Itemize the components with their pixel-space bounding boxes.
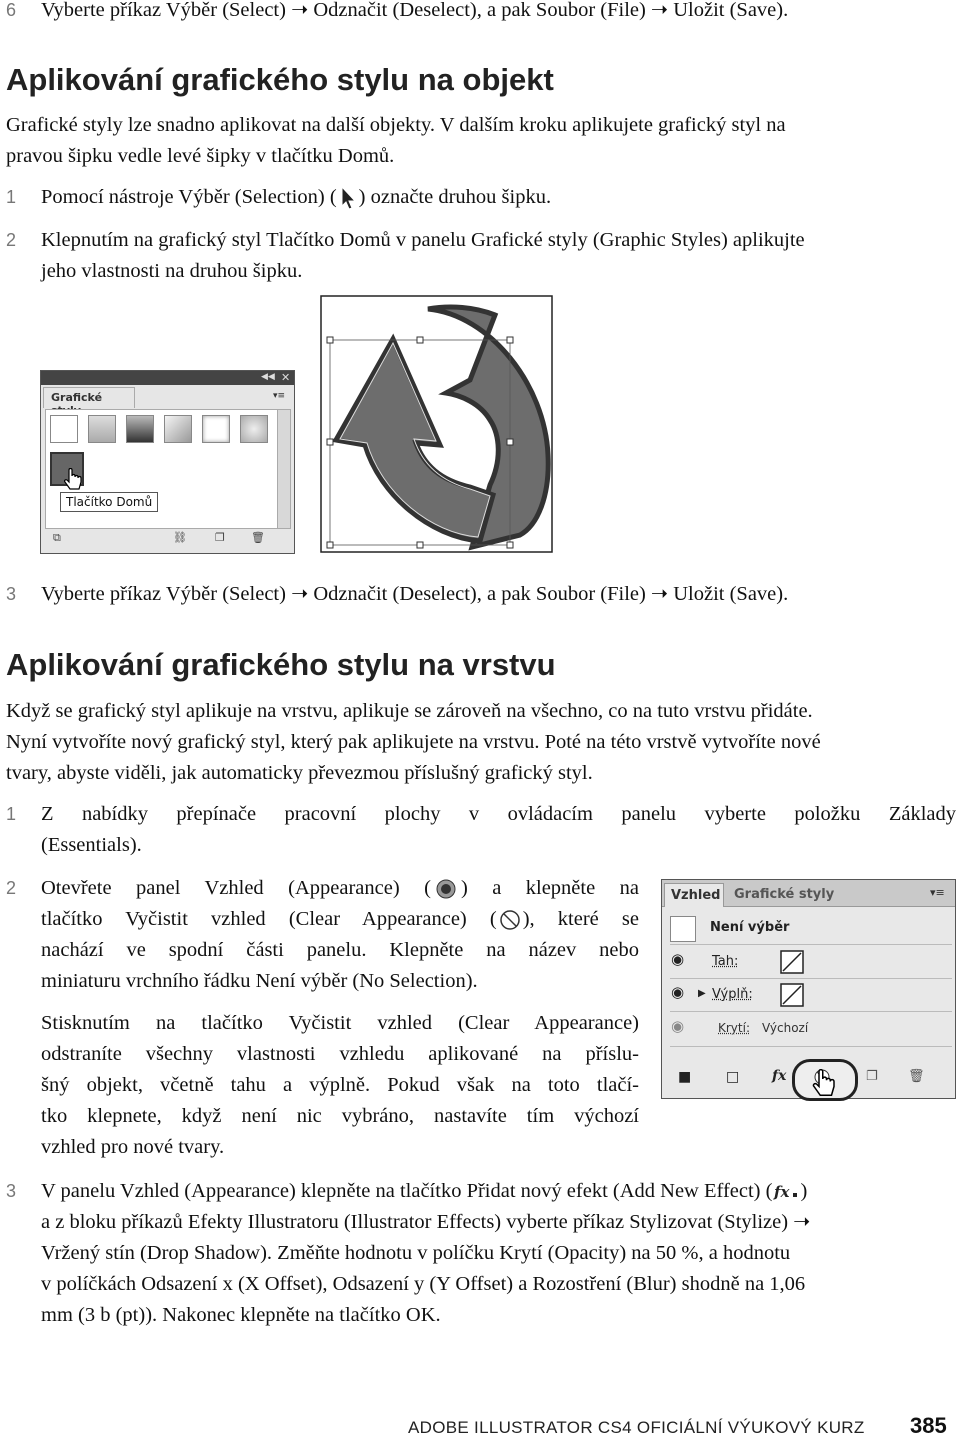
- panel-menu-icon[interactable]: ▾≡: [273, 391, 286, 401]
- bbox-handle[interactable]: [327, 337, 333, 343]
- tab-label: Vzhled: [671, 888, 721, 903]
- step-text: v políčkách Odsazení x (X Offset), Odsazení y (Y Offset) a Rozostření (Blur) shodně na 1,06: [41, 1273, 806, 1295]
- tab-appearance[interactable]: [664, 883, 724, 907]
- step-text: Vyberte příkaz Výběr (Select) ➝ Odznačit (Deselect), a pak Soubor (File) ➝ Uložit (Save).: [41, 0, 789, 21]
- opacity-value: Výchozí: [762, 1021, 809, 1035]
- eye-icon[interactable]: ◉: [671, 1017, 685, 1035]
- delete-icon[interactable]: 🗑: [251, 531, 265, 544]
- add-new-effect-button[interactable]: fx: [772, 1068, 787, 1084]
- intro-line: pravou šipku vedle levé šipky v tlačítku Domů.: [6, 145, 395, 167]
- none-swatch-icon[interactable]: [780, 983, 804, 1007]
- hand-cursor-icon: [62, 468, 84, 492]
- step-text: Klepnutím na grafický styl Tlačítko Domů v panelu Grafické styly (Graphic Styles) aplikujte: [41, 229, 805, 251]
- step-number: 3: [6, 1181, 17, 1201]
- bbox-handle[interactable]: [417, 337, 423, 343]
- svg-text:fx: fx: [774, 1183, 790, 1202]
- step-text-part: Otevřete panel Vzhled (Appearance) (: [41, 877, 431, 899]
- home-button-arrows-illustration: [320, 295, 553, 553]
- add-stroke-icon[interactable]: ■: [678, 1069, 692, 1085]
- add-fill-icon[interactable]: □: [726, 1069, 740, 1085]
- style-swatch[interactable]: [202, 415, 230, 443]
- selection-arrow-icon: [337, 185, 359, 211]
- step-text-part: ) označte druhou šipku.: [358, 186, 552, 208]
- delete-icon[interactable]: 🗑: [908, 1069, 925, 1084]
- step-text-part: V panelu Vzhled (Appearance) klepněte na tlačítko Přidat nový efekt (Add New Effect) (: [41, 1180, 773, 1202]
- disclosure-triangle-icon[interactable]: ▶: [698, 988, 706, 999]
- step-text: miniaturu vrchního řádku Není výběr (No Selection).: [41, 970, 478, 992]
- step-text: (Essentials).: [41, 834, 142, 856]
- step-text: a z bloku příkazů Efekty Illustratoru (Illustrator Effects) vyberte příkaz Stylizovat (Stylize) ➝: [41, 1211, 811, 1233]
- appearance-row-title[interactable]: [670, 914, 952, 945]
- row-title-label: Není výběr: [710, 920, 790, 935]
- para-line: Když se grafický styl aplikuje na vrstvu, aplikuje se zároveň na všechno, co na tuto vrstvu přidáte.: [6, 700, 813, 722]
- tab-graphic-styles[interactable]: Grafické styly: [734, 887, 835, 902]
- panel-tab[interactable]: [43, 387, 135, 408]
- tooltip: [60, 492, 158, 512]
- step-text: Vržený stín (Drop Shadow). Změňte hodnotu v políčku Krytí (Opacity) na 50 %, a hodnotu: [41, 1242, 791, 1264]
- libraries-menu-icon[interactable]: ⧉: [53, 531, 61, 544]
- none-swatch-icon[interactable]: [780, 950, 804, 974]
- bbox-handle[interactable]: [507, 439, 513, 445]
- appearance-panel: [661, 879, 956, 1099]
- bbox-handle[interactable]: [507, 542, 513, 548]
- tooltip-text: Tlačítko Domů: [66, 495, 153, 509]
- book-title: ADOBE ILLUSTRATOR CS4 OFICIÁLNÍ VÝUKOVÝ KURZ: [408, 1418, 865, 1437]
- clear-appearance-icon: [497, 908, 523, 932]
- bbox-handle[interactable]: [327, 542, 333, 548]
- break-link-icon[interactable]: ⛓: [173, 531, 187, 544]
- section-heading: Aplikování grafického stylu na vrstvu: [6, 647, 556, 682]
- step-number: 3: [6, 584, 17, 604]
- panel-bottom-toolbar: [45, 529, 289, 549]
- bbox-handle[interactable]: [327, 439, 333, 445]
- eye-icon[interactable]: ◉: [671, 950, 685, 968]
- step-text-part: Pomocí nástroje Výběr (Selection) (: [41, 186, 337, 208]
- para-line: Nyní vytvoříte nový grafický styl, který pak aplikujete na vrstvu. Poté na této vrstvě vytvoříte nové: [6, 731, 821, 753]
- panel-menu-icon[interactable]: ▾≡: [930, 886, 945, 899]
- bbox-handle[interactable]: [417, 542, 423, 548]
- step-number: 1: [6, 187, 17, 207]
- panel-scrollbar[interactable]: [277, 409, 291, 529]
- new-style-icon[interactable]: ❐: [215, 531, 225, 544]
- thumbnail: [670, 916, 696, 942]
- close-icon[interactable]: ✕: [281, 371, 291, 384]
- step-text: [41, 182, 551, 213]
- step-text: [41, 904, 639, 935]
- style-swatch[interactable]: [240, 415, 268, 443]
- step-number: 1: [6, 804, 17, 824]
- note-text: odstraníte všechny vlastnosti vzhledu aplikované na příslu-: [41, 1043, 639, 1065]
- note-text: Stisknutím na tlačítko Vyčistit vzhled (Clear Appearance): [41, 1012, 639, 1034]
- style-swatch-default[interactable]: [50, 415, 78, 443]
- graphic-styles-panel: [40, 370, 295, 554]
- page-number: 385: [910, 1413, 947, 1438]
- appearance-row-opacity[interactable]: [670, 1012, 952, 1047]
- stroke-label[interactable]: Tah:: [712, 954, 739, 969]
- eye-icon[interactable]: ◉: [671, 983, 685, 1001]
- step-text-part: ): [800, 1180, 808, 1202]
- fx-icon: [772, 1181, 800, 1203]
- note-text: vzhled pro nové tvary.: [41, 1136, 225, 1158]
- step-number: 6: [6, 0, 17, 20]
- note-text: tko klepnete, když není nic vybráno, nastavíte tím výchozí: [41, 1105, 639, 1127]
- step-text: [41, 1176, 956, 1207]
- step-number: 2: [6, 878, 17, 898]
- section-heading: Aplikování grafického stylu na objekt: [6, 62, 554, 97]
- intro-line: Grafické styly lze snadno aplikovat na další objekty. V dalším kroku aplikujete grafický styl na: [6, 114, 786, 136]
- swatch-area: [45, 409, 279, 529]
- para-line: tvary, abyste viděli, jak automaticky převezmou příslušný grafický styl.: [6, 762, 593, 784]
- style-swatch[interactable]: [164, 415, 192, 443]
- duplicate-item-icon[interactable]: ❐: [866, 1069, 878, 1084]
- panel-top-bar: [41, 371, 294, 385]
- step-text: Z nabídky přepínače pracovní plochy v ovládacím panelu vyberte položku Základy: [41, 803, 956, 825]
- step-text-part: ), které se: [522, 908, 639, 930]
- panel-tab-label: Grafické: [51, 391, 103, 404]
- step-text: Vyberte příkaz Výběr (Select) ➝ Odznačit (Deselect), a pak Soubor (File) ➝ Uložit (Save).: [41, 583, 789, 605]
- bbox-handle[interactable]: [507, 337, 513, 343]
- step-text: mm (3 b (pt)). Nakonec klepněte na tlačítko OK.: [41, 1304, 441, 1326]
- appearance-row-fill[interactable]: [670, 979, 952, 1012]
- step-text-part: tlačítko Vyčistit vzhled (Clear Appearance) (: [41, 908, 497, 930]
- opacity-label[interactable]: Krytí:: [718, 1021, 750, 1035]
- step-text: [41, 873, 639, 904]
- fill-label[interactable]: Výplň:: [712, 987, 753, 1002]
- appearance-row-stroke[interactable]: [670, 946, 952, 979]
- collapse-icon[interactable]: ◀◀: [261, 372, 275, 382]
- note-text: šný objekt, včetně tahu a výplně. Pokud však na toto tlačí-: [41, 1074, 639, 1096]
- step-text: jeho vlastnosti na druhou šipku.: [41, 260, 303, 282]
- style-swatch[interactable]: [126, 415, 154, 443]
- hand-cursor-icon: [810, 1069, 838, 1099]
- step-number: 2: [6, 230, 17, 250]
- step-text-part: ) a klepněte na: [460, 877, 639, 899]
- step-text: nachází ve spodní části panelu. Klepněte na název nebo: [41, 939, 639, 961]
- appearance-icon: [431, 877, 461, 901]
- panel-bottom-toolbar: [662, 1065, 955, 1093]
- style-swatch[interactable]: [88, 415, 116, 443]
